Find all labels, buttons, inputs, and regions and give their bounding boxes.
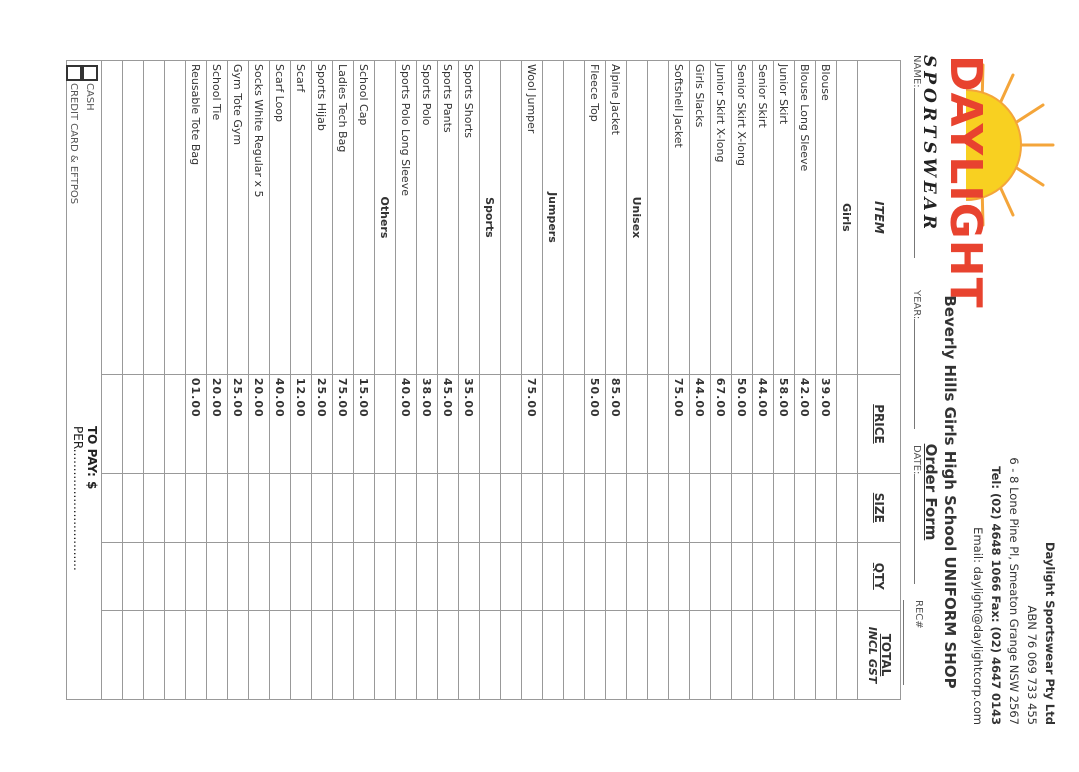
empty-cell [837,542,858,611]
section-row-others [375,61,396,700]
total-cell[interactable] [732,611,753,700]
empty-cell [543,611,564,700]
size-header: SIZE [858,474,901,543]
size-cell[interactable] [774,474,795,543]
table-row [522,61,543,700]
empty-cell[interactable] [144,611,165,700]
per-line: PER................................ [71,426,85,571]
to-pay-label: TO PAY: $ [85,426,99,490]
size-cell[interactable] [690,474,711,543]
section-heading-sports: Sports [480,61,501,375]
total-cell[interactable] [795,611,816,700]
item-price: 39.00 [816,374,837,473]
item-name: Gym Tote Gym [228,61,249,375]
size-cell[interactable] [207,474,228,543]
item-price: 44.00 [690,374,711,473]
qty-cell[interactable] [333,542,354,611]
item-name: School Tie [207,61,228,375]
school-title: Beverly Hills Girls High School UNIFORM SHOP [941,295,959,689]
item-name: Alpine Jacket [606,61,627,375]
card-option[interactable] [66,65,82,204]
size-cell[interactable] [795,474,816,543]
table-row [732,61,753,700]
table-row [459,61,480,700]
table-row [396,61,417,700]
empty-cell[interactable] [144,374,165,473]
empty-cell [627,611,648,700]
item-price: 50.00 [585,374,606,473]
company-email: Email: daylight@daylightcorp.com [971,527,985,725]
item-price: 58.00 [774,374,795,473]
qty-cell[interactable] [312,542,333,611]
total-cell[interactable] [207,611,228,700]
empty-cell [375,374,396,473]
empty-cell[interactable] [165,374,186,473]
empty-cell [627,374,648,473]
empty-cell [375,474,396,543]
empty-cell[interactable] [123,474,144,543]
company-abn: ABN 76 069 733 455 [1025,605,1039,725]
qty-cell[interactable] [711,542,732,611]
total-cell[interactable] [690,611,711,700]
size-cell[interactable] [249,474,270,543]
blank-row [501,61,522,700]
qty-cell[interactable] [438,542,459,611]
name-field[interactable] [911,55,924,258]
total-cell[interactable] [459,611,480,700]
logo-wordmark-sportswear: SPORTSWEAR [919,55,939,233]
company-address: 6 - 8 Lone Pine Pl, Smeaton Grange NSW 2567 [1007,457,1021,725]
total-cell[interactable] [312,611,333,700]
qty-cell[interactable] [417,542,438,611]
empty-cell[interactable] [564,611,585,700]
qty-cell[interactable] [207,542,228,611]
empty-cell[interactable] [123,542,144,611]
empty-cell [543,474,564,543]
qty-cell[interactable] [228,542,249,611]
name-label: NAME: [911,55,922,88]
blank-row [564,61,585,700]
item-price: 42.00 [795,374,816,473]
cash-checkbox[interactable] [82,65,98,81]
year-field[interactable] [911,290,924,429]
empty-cell[interactable] [144,474,165,543]
size-cell[interactable] [753,474,774,543]
size-cell[interactable] [228,474,249,543]
empty-cell [543,542,564,611]
item-price: 75.00 [333,374,354,473]
table-row [774,61,795,700]
fields-line [910,55,924,710]
card-label: CREDIT CARD & EFTPOS [68,83,79,205]
size-cell[interactable] [438,474,459,543]
table-row [690,61,711,700]
qty-cell[interactable] [249,542,270,611]
cash-label: CASH [84,83,95,111]
size-cell[interactable] [459,474,480,543]
total-cell[interactable] [585,611,606,700]
empty-cell[interactable] [102,542,123,611]
total-cell[interactable] [249,611,270,700]
blank-row [144,61,165,700]
empty-cell[interactable] [165,474,186,543]
item-name: Ladies Tech Bag [333,61,354,375]
empty-cell[interactable] [123,611,144,700]
total-cell[interactable] [354,611,375,700]
size-cell[interactable] [732,474,753,543]
item-name: Reusable Tote Bag [186,61,207,375]
empty-cell[interactable] [123,374,144,473]
total-cell[interactable] [291,611,312,700]
qty-cell[interactable] [585,542,606,611]
total-cell[interactable] [753,611,774,700]
company-name: Daylight Sportswear Pty Ltd [1043,541,1057,725]
item-price: 40.00 [396,374,417,473]
empty-cell [837,611,858,700]
rec-label: REC# [913,600,924,629]
item-price: 15.00 [354,374,375,473]
total-label: TOTAL [879,633,893,677]
order-form-subtitle: Order Form [922,443,940,541]
item-price: 25.00 [312,374,333,473]
empty-cell[interactable] [648,474,669,543]
empty-cell[interactable] [501,474,522,543]
size-cell[interactable] [711,474,732,543]
table-row [312,61,333,700]
total-cell[interactable] [711,611,732,700]
item-name: Blouse Long Sleeve [795,61,816,375]
size-cell[interactable] [585,474,606,543]
card-checkbox[interactable] [66,65,82,81]
size-cell[interactable] [417,474,438,543]
table-row [417,61,438,700]
section-row-girls [837,61,858,700]
item-price: 50.00 [732,374,753,473]
size-cell[interactable] [522,474,543,543]
empty-cell[interactable] [564,542,585,611]
table-row [186,61,207,700]
section-row-sports [480,61,501,700]
blank-cell [501,61,522,375]
total-cell[interactable] [522,611,543,700]
item-name: Senior Skirt X-long [732,61,753,375]
empty-cell[interactable] [564,474,585,543]
table-row [585,61,606,700]
total-header [858,611,901,700]
size-cell[interactable] [333,474,354,543]
total-cell[interactable] [186,611,207,700]
empty-cell [837,474,858,543]
qty-cell[interactable] [606,542,627,611]
qty-cell[interactable] [690,542,711,611]
price-header: PRICE [858,374,901,473]
item-name: Softshell Jacket [669,61,690,375]
item-price: 35.00 [459,374,480,473]
table-row [207,61,228,700]
blank-cell [564,61,585,375]
empty-cell[interactable] [102,474,123,543]
size-cell[interactable] [396,474,417,543]
item-price: 85.00 [606,374,627,473]
empty-cell [627,542,648,611]
table-row [711,61,732,700]
table-row [228,61,249,700]
item-name: Fleece Top [585,61,606,375]
qty-header: QTY [858,542,901,611]
table-row [753,61,774,700]
qty-cell[interactable] [270,542,291,611]
item-name: Wool Jumper [522,61,543,375]
item-price: 38.00 [417,374,438,473]
item-name: Socks White Regular x 5 [249,61,270,375]
empty-cell [543,374,564,473]
total-cell[interactable] [228,611,249,700]
empty-cell [480,474,501,543]
size-cell[interactable] [669,474,690,543]
order-table [101,60,901,700]
logo-wordmark-daylight: DAYLIGHT [940,55,991,309]
year-label: YEAR: [911,290,922,320]
item-name: Girls Slacks [690,61,711,375]
item-name: Blouse [816,61,837,375]
empty-cell[interactable] [648,611,669,700]
qty-cell[interactable] [459,542,480,611]
total-cell[interactable] [270,611,291,700]
incl-gst-label: INCL GST [866,626,879,684]
table-row [438,61,459,700]
form-title [921,212,959,772]
item-price: 25.00 [228,374,249,473]
table-row [816,61,837,700]
date-field[interactable] [911,445,924,584]
qty-cell[interactable] [354,542,375,611]
empty-cell [480,611,501,700]
blank-row [648,61,669,700]
empty-cell [480,374,501,473]
qty-cell[interactable] [396,542,417,611]
size-cell[interactable] [291,474,312,543]
blank-cell [648,61,669,375]
item-name: Junior Skirt X-long [711,61,732,375]
table-row [270,61,291,700]
item-name: Sports Shorts [459,61,480,375]
section-heading-girls: Girls [837,61,858,375]
payment-footer [66,60,101,700]
qty-cell[interactable] [291,542,312,611]
table-row [291,61,312,700]
item-price: 44.00 [753,374,774,473]
empty-cell[interactable] [501,542,522,611]
item-price: 01.00 [186,374,207,473]
total-cell[interactable] [816,611,837,700]
table-row [795,61,816,700]
total-cell[interactable] [417,611,438,700]
empty-cell [627,474,648,543]
qty-cell[interactable] [732,542,753,611]
item-price: 20.00 [249,374,270,473]
empty-cell[interactable] [165,542,186,611]
total-cell[interactable] [438,611,459,700]
empty-cell [375,542,396,611]
empty-cell [375,611,396,700]
section-heading-jumpers: Jumpers [543,61,564,375]
blank-row [165,61,186,700]
qty-cell[interactable] [774,542,795,611]
empty-cell[interactable] [165,611,186,700]
item-price: 75.00 [669,374,690,473]
item-name: School Cap [354,61,375,375]
section-heading-unisex: Unisex [627,61,648,375]
empty-cell [837,374,858,473]
item-name: Scarf [291,61,312,375]
total-cell[interactable] [396,611,417,700]
item-name: Sports Polo [417,61,438,375]
blank-cell [144,61,165,375]
blank-row [102,61,123,700]
date-label: DATE: [911,445,922,475]
table-row [606,61,627,700]
qty-cell[interactable] [669,542,690,611]
item-name: Scarf Loop [270,61,291,375]
item-name: Sports Hijab [312,61,333,375]
item-header: ITEM [858,61,901,375]
item-price: 12.00 [291,374,312,473]
total-cell[interactable] [774,611,795,700]
empty-cell [480,542,501,611]
table-row [333,61,354,700]
blank-cell [102,61,123,375]
total-cell[interactable] [669,611,690,700]
item-price: 40.00 [270,374,291,473]
table-row [354,61,375,700]
empty-cell[interactable] [564,374,585,473]
section-row-jumpers [543,61,564,700]
company-phone: Tel: (02) 4648 1066 Fax: (02) 4647 0143 [989,466,1003,725]
table-row [669,61,690,700]
item-price: 75.00 [522,374,543,473]
empty-cell[interactable] [144,542,165,611]
blank-row [123,61,144,700]
qty-cell[interactable] [753,542,774,611]
empty-cell[interactable] [501,611,522,700]
section-heading-others: Others [375,61,396,375]
total-cell[interactable] [333,611,354,700]
empty-cell[interactable] [102,611,123,700]
empty-cell[interactable] [501,374,522,473]
size-cell[interactable] [354,474,375,543]
size-cell[interactable] [816,474,837,543]
section-row-unisex [627,61,648,700]
size-cell[interactable] [312,474,333,543]
qty-cell[interactable] [816,542,837,611]
cash-option[interactable] [82,65,98,204]
company-info [969,457,1059,725]
table-header-row [858,61,901,700]
empty-cell[interactable] [648,374,669,473]
table-row [249,61,270,700]
item-price: 67.00 [711,374,732,473]
blank-cell [165,61,186,375]
blank-cell [123,61,144,375]
item-name: Junior Skirt [774,61,795,375]
item-name: Sports Pants [438,61,459,375]
size-cell[interactable] [186,474,207,543]
qty-cell[interactable] [186,542,207,611]
empty-cell[interactable] [102,374,123,473]
item-price: 20.00 [207,374,228,473]
size-cell[interactable] [606,474,627,543]
total-cell[interactable] [606,611,627,700]
empty-cell[interactable] [648,542,669,611]
rec-field[interactable] [900,600,924,710]
size-cell[interactable] [270,474,291,543]
qty-cell[interactable] [522,542,543,611]
item-name: Senior Skirt [753,61,774,375]
item-price: 45.00 [438,374,459,473]
item-name: Sports Polo Long Sleeve [396,61,417,375]
qty-cell[interactable] [795,542,816,611]
